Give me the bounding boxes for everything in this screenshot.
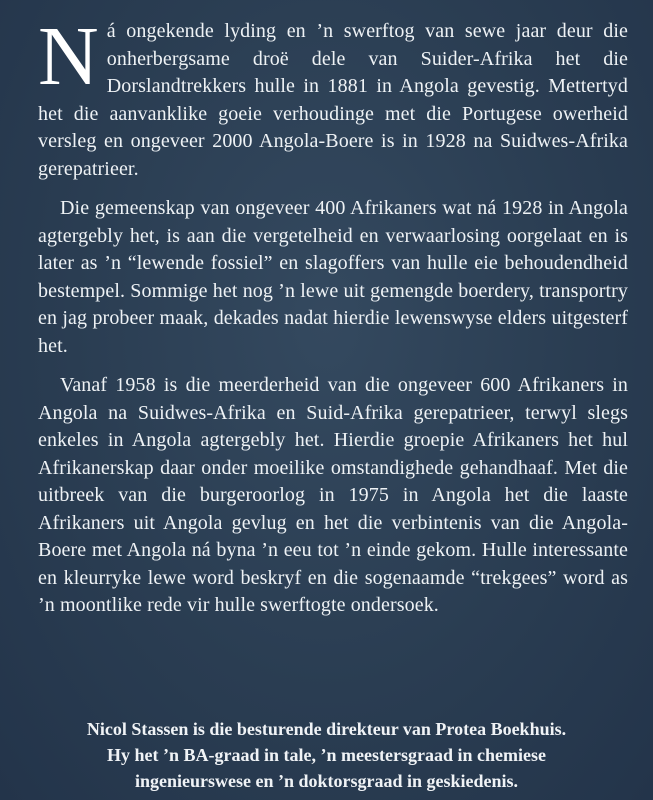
blurb-paragraph-1 <box>38 10 628 183</box>
blurb-paragraph-2: Die gemeenskap van ongeveer 400 Afrikaners wat ná 1928 in Angola agtergebly het, is aan die vergetelheid en verwaarlosing oorgelaat en is later as ’n “lewende fossiel” en slagoffers van hulle eie behoudendheid bestempel. Sommige het nog ’n lewe uit gemengde boerdery, transportry en jag probeer maak, dekades nadat hierdie lewenswyse elders uitgesterf het. <box>38 197 628 357</box>
author-bio-line-3: ingenieurswese en ’n doktorsgraad in geskiedenis. <box>134 771 519 791</box>
drop-cap-letter: N <box>38 10 99 103</box>
blurb-paragraph-1-text: á ongekende lyding en ’n swerftog van sewe jaar deur die onherbergsame droë dele van Suider-Afrika het die Dorslandtrekkers hulle in 1881 in Angola gevestig. Mettertyd het die aanvanklike goeie verhoudinge met die Portugese owerheid versleg en ongeveer 2000 Angola-Boere is in 1928 na Suidwes-Afrika gerepatrieer. <box>38 20 628 180</box>
author-bio-line-1: Nicol Stassen is die besturende direkteur van Protea Boekhuis. <box>86 719 567 739</box>
blurb-paragraph-3: Vanaf 1958 is die meerderheid van die ongeveer 600 Afrikaners in Angola na Suidwes-Afrika en Suid-Afrika gerepatrieer, terwyl slegs enkeles in Angola agtergebly het. Hierdie groepie Afrikaners het hul Afrikanerskap daar onder moeilike omstandighede gehandhaaf. Met die uitbreek van die burgeroorlog in 1975 in Angola het die laaste Afrikaners uit Angola gevlug en het die verbintenis van die Angola-Boere met Angola ná byna ’n eeu tot ’n einde gekom. Hulle interessante en kleurryke lewe word beskryf en die sogenaamde “trekgees” word as ’n moontlike rede vir hulle swerftogte ondersoek. <box>38 374 628 616</box>
blurb-text <box>38 10 628 632</box>
author-bio <box>20 716 633 794</box>
author-bio-line-2: Hy het ’n BA-graad in tale, ’n meestersgraad in chemiese <box>107 745 546 765</box>
